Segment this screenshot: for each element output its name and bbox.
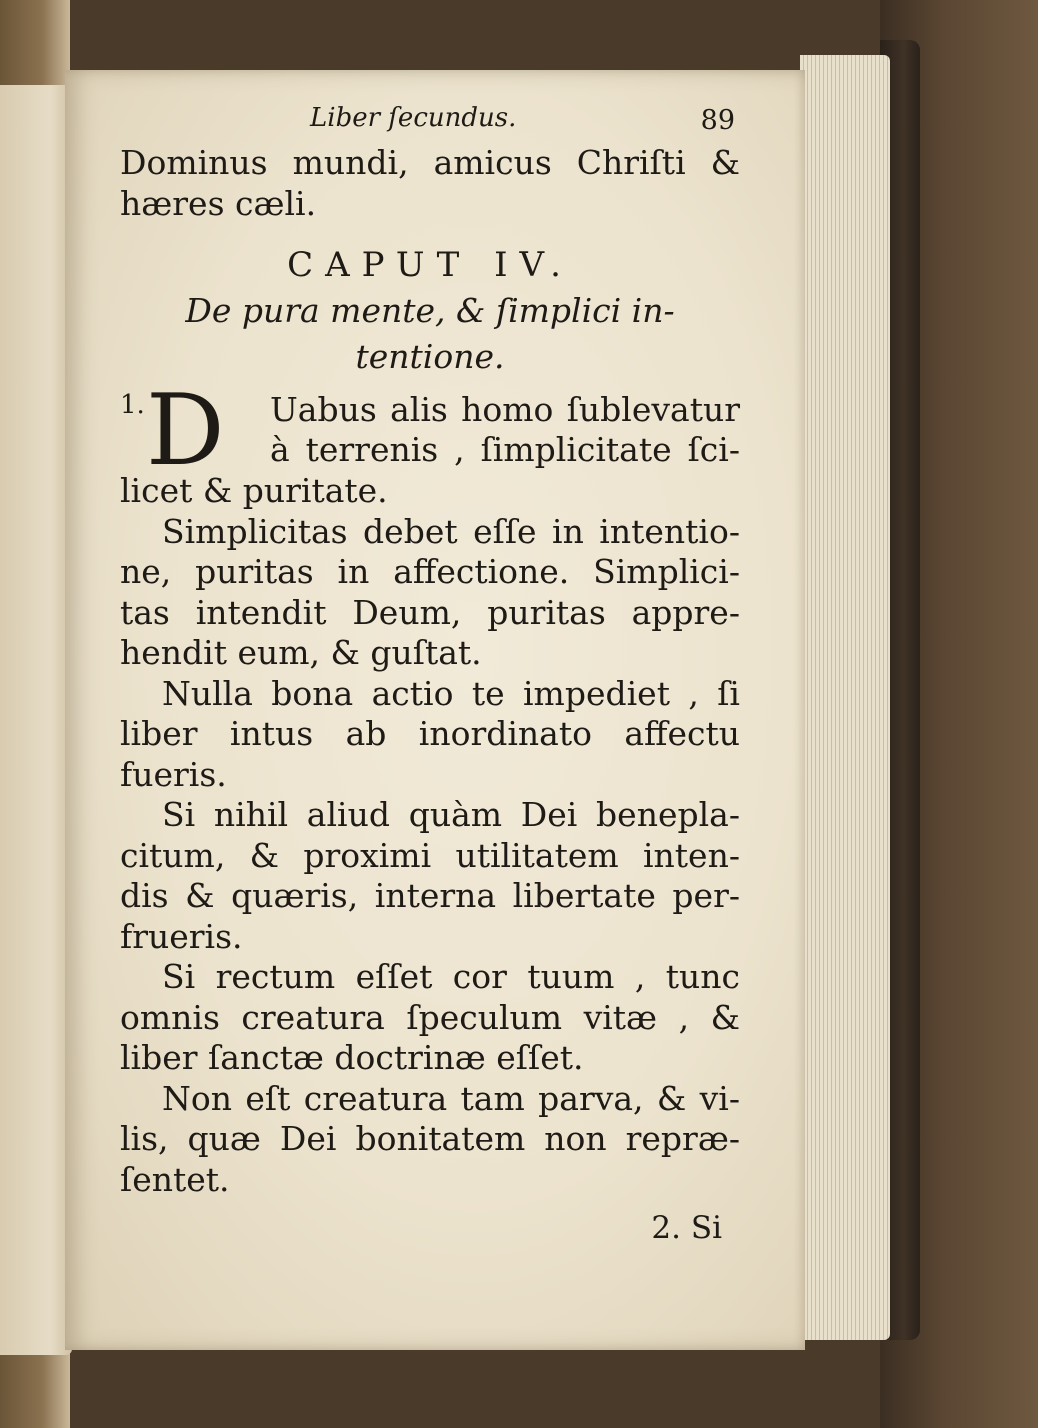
text-line: Si rectum eſſet cor tuum , tunc (162, 957, 740, 996)
running-title: Liber ſecundus. (310, 103, 517, 133)
drop-cap-initial: D (146, 374, 225, 488)
page-text (120, 103, 740, 1246)
text-line: Dominus mundi, amicus Chriſti & (120, 143, 740, 182)
text-line: dis & quæris, interna libertate per- (120, 876, 740, 915)
text-line: Simplicitas debet eſſe in intentio- (162, 511, 740, 551)
text-line: Nulla bona actio te impediet , ſi (162, 673, 740, 713)
text-line: Si nihil aliud quàm Dei benepla- (162, 795, 740, 834)
page-stack-edges (800, 55, 890, 1340)
subtitle-line: tentione. (355, 337, 505, 376)
text-line: hæres cæli. (120, 183, 317, 223)
text-line: citum, & proximi utilitatem inten- (120, 835, 740, 875)
text-line: hendit eum, & guſtat. (120, 633, 482, 672)
facing-page-edge (0, 85, 72, 1355)
text-line: Uabus alis homo ſublevatur (270, 390, 740, 429)
text-line: ſentet. (120, 1159, 230, 1199)
page-number: 89 (700, 105, 735, 136)
chapter-heading: CAPUT IV. (287, 245, 573, 285)
text-line: frueris. (120, 916, 243, 956)
text-line: lis, quæ Dei bonitatem non repræ- (120, 1119, 740, 1158)
text-line: liber intus ab inordinato affectu (120, 714, 740, 753)
paragraph-number: 1. (120, 390, 145, 420)
text-line: ne, puritas in affectione. Simplici- (120, 552, 740, 591)
catchword: 2. Si (651, 1210, 722, 1246)
text-line: à terrenis , ſimplicitate ſci- (270, 430, 740, 469)
text-line: licet & puritate. (120, 471, 388, 510)
text-line: liber ſanctæ doctrinæ eſſet. (120, 1038, 584, 1077)
text-line: tas intendit Deum, puritas appre- (120, 592, 740, 632)
paragraph-1 (120, 374, 740, 488)
running-head (120, 103, 740, 143)
text-line: Non eſt creatura tam parva, & vi- (162, 1078, 740, 1118)
paragraph-4 (120, 795, 740, 957)
paragraph-2 (120, 512, 740, 674)
text-line: omnis creatura ſpeculum vitæ , & (120, 997, 740, 1037)
text-line: fueris. (120, 754, 227, 794)
subtitle-line: De pura mente, & ſimplici in- (185, 291, 675, 330)
paragraph-3 (120, 674, 740, 796)
paragraph-5 (120, 957, 740, 1079)
chapter-subtitle (120, 288, 740, 380)
paragraph-6 (120, 1079, 740, 1201)
